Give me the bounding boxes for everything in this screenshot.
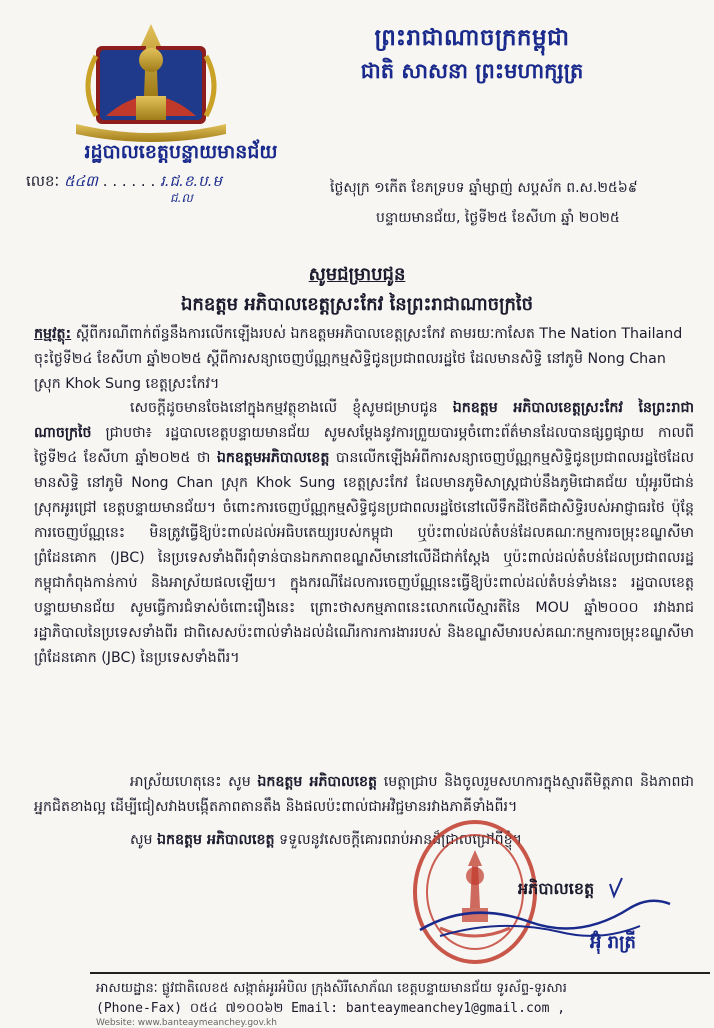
addressee: ឯកឧត្តម អភិបាលខេត្តស្រះកែវ នៃព្រះរាជាណាចក្រថៃ xyxy=(180,294,534,315)
footer-extra: Website: www.banteaymeanchey.gov.kh xyxy=(96,1018,277,1028)
footer-divider xyxy=(90,972,710,974)
subject-block xyxy=(34,322,694,397)
ref-suffix: រ.ជ.ខ.ប.ម xyxy=(160,172,222,190)
p2-governor: ឯកឧត្តម អភិបាលខេត្ត xyxy=(257,774,378,790)
subject-text: ស្តីពីករណីពាក់ព័ន្ធនឹងការលើកឡើងរបស់ ឯកឧត្តមអភិបាលខេត្តស្រះកែវ តាមរយៈកាសែត The Nation Thailand ចុះថ្ងៃទី២៤ ខែសីហា ឆ្នាំ២០២៥ ស្តីពីការសន្យាចេញប័ណ្ណកម្មសិទ្ធិជូនប្រជាពលរដ្ឋថៃ ដែលមានសិទ្ធិ នៅភូមិ Nong Chan ស្រុក Khok Sung ខេត្តស្រះកែវ។ xyxy=(34,326,683,392)
kingdom-title: ព្រះរាជាណាចក្រកម្ពុជា xyxy=(374,25,570,51)
p3-rest: ទទួលនូវសេចក្តីគោរពរាប់អានដ៏ជ្រាលជ្រៅពីខ្ញុំ។ xyxy=(279,832,523,848)
p1-rest: បានលើកឡើងអំពីការសន្យាចេញប័ណ្ណកម្មសិទ្ធិជូនប្រជាពលរដ្ឋថៃដែលមានសិទ្ធិ នៅភូមិ Nong Chan ស្រុក Khok Sung ខេត្តស្រះកែវ ដែលមានភូមិសាស្ត្រជាប់នឹងភូមិជោគជ័យ ឃុំអូរបីជាន់ ស្រុកអូរជ្រៅ ខេត្តបន្ទាយមានជ័យ។ ចំពោះការចេញប័ណ្ណកម្មសិទ្ធិជូនប្រជាពលរដ្ឋថៃនៅលើទឹកដីថៃគឺជាសិទ្ធិរបស់អាជ្ញាធរថៃ ប៉ុន្តែការចេញប័ណ្ណនេះ មិនត្រូវធ្វើឱ្យប៉ះពាល់ដល់អធិបតេយ្យរបស់កម្ពុជា ឬប៉ះពាល់ដល់តំបន់ដែលគណៈកម្មការចម្រុះខណ្ឌសីមាព្រំដែនគោក (JBC) នៃប្រទេសទាំងពីរពុំទាន់បានឯកភាពខណ្ឌសីមានៅលើដីជាក់ស្តែង ឬប៉ះពាល់ដល់តំបន់ដែលប្រជាពលរដ្ឋកម្ពុជាកំពុងកាន់កាប់ និងអាស្រ័យផលឡើយ។ ក្នុងករណីដែលការចេញប័ណ្ណនេះធ្វើឱ្យប៉ះពាល់ដល់តំបន់ទាំងនេះ រដ្ឋបាលខេត្តបន្ទាយមានជ័យ សូមធ្វើការជំទាស់ចំពោះរឿងនេះ ព្រោះថាសកម្មភាពនេះលោកលើស្មារតីនៃ MOU ឆ្នាំ២០០០ រវាងរាជរដ្ឋាភិបាលនៃប្រទេសទាំងពីរ ជាពិសេសប៉ះពាល់ទាំងដល់ដំណើរការការងាររបស់ និងខណ្ឌសីមារបស់គណៈកម្មការចម្រុះខណ្ឌសីមាព្រំដែនគោក (JBC) នៃប្រទេសទាំងពីរ។ xyxy=(34,450,694,666)
letter-heading: សូមជម្រាបជូន xyxy=(308,264,406,285)
p1-addressee: ឯកឧត្តម អភិបាលខេត្តស្រះកែវ នៃព្រះរាជាណាចក្រថៃ xyxy=(34,400,695,441)
ref-sub: ជ.ល xyxy=(170,191,193,205)
ref-label: លេខៈ xyxy=(26,172,60,190)
paragraph-2 xyxy=(34,770,694,820)
p2-intro: អាស្រ័យហេតុនេះ សូម xyxy=(130,774,251,790)
p3-governor: ឯកឧត្តម អភិបាលខេត្ត xyxy=(157,832,275,848)
subject-label: កម្មវត្ថុ: xyxy=(34,326,72,342)
signatory-name: អ៊ុំ រាត្រី xyxy=(590,932,636,953)
paragraph-1 xyxy=(34,396,694,671)
p1-governor: ឯកឧត្តមអភិបាលខេត្ត xyxy=(216,450,330,466)
p3-intro: សូម xyxy=(130,832,153,848)
signatory-title: អភិបាលខេត្ត xyxy=(518,879,595,898)
national-motto: ជាតិ សាសនា ព្រះមហាក្សត្រ xyxy=(360,59,584,83)
footer-address: អាសយដ្ឋានៈ ផ្លូវជាតិលេខ៥ សង្កាត់អូរអំបិល ក្រុងសិរីសោភ័ណ ខេត្តបន្ទាយមានជ័យ ទូរស័ព្ទ-ទូរសារ xyxy=(96,981,567,996)
ref-number: ៥៤៣ xyxy=(63,172,98,190)
p1-intro: សេចក្តីដូចមានចែងនៅក្នុងកម្មវត្ថុខាងលើ ខ្ញុំសូមជម្រាបជូន xyxy=(130,400,438,416)
organization-name: រដ្ឋបាលខេត្តបន្ទាយមានជ័យ xyxy=(84,141,278,163)
royal-emblem-icon xyxy=(66,16,236,146)
place-date: បន្ទាយមានជ័យ, ថ្ងៃទី២៥ ខែសីហា ឆ្នាំ ២០២៥ xyxy=(376,210,620,226)
reference-number: លេខៈ ៥៤៣ . . . . . . រ.ជ.ខ.ប.ម xyxy=(26,172,222,190)
p2-rest: មេត្តាជ្រាប និងចូលរួមសហការក្នុងស្មារតីមិត្តភាព និងភាពជាអ្នកជិតខាងល្អ ដើម្បីជៀសវាងបង្កើតភាពតានតឹង និងផលប៉ះពាល់ជាអវិជ្ជមានរវាងភាគីទាំងពីរ។ xyxy=(34,774,694,815)
p1-mid: ជ្រាបថា៖ រដ្ឋបាលខេត្តបន្ទាយមានជ័យ សូមសម្តែងនូវការព្រួយបារម្ភចំពោះព័ត៌មានដែលបានផ្សព្វផ្សាយ កាលពីថ្ងៃទី២៤ ខែសីហា ឆ្នាំ២០២៥ ថា xyxy=(34,425,694,466)
footer-contact: (Phone-Fax) ០៥៤ ៧១០០៦២ Email: banteaymeanchey1@gmail.com , xyxy=(96,1001,566,1016)
lunar-date: ថ្ងៃសុក្រ ១កើត ខែភទ្របទ ឆ្នាំម្សាញ់ សប្តស័ក ព.ស.២៥៦៩ xyxy=(330,180,638,196)
